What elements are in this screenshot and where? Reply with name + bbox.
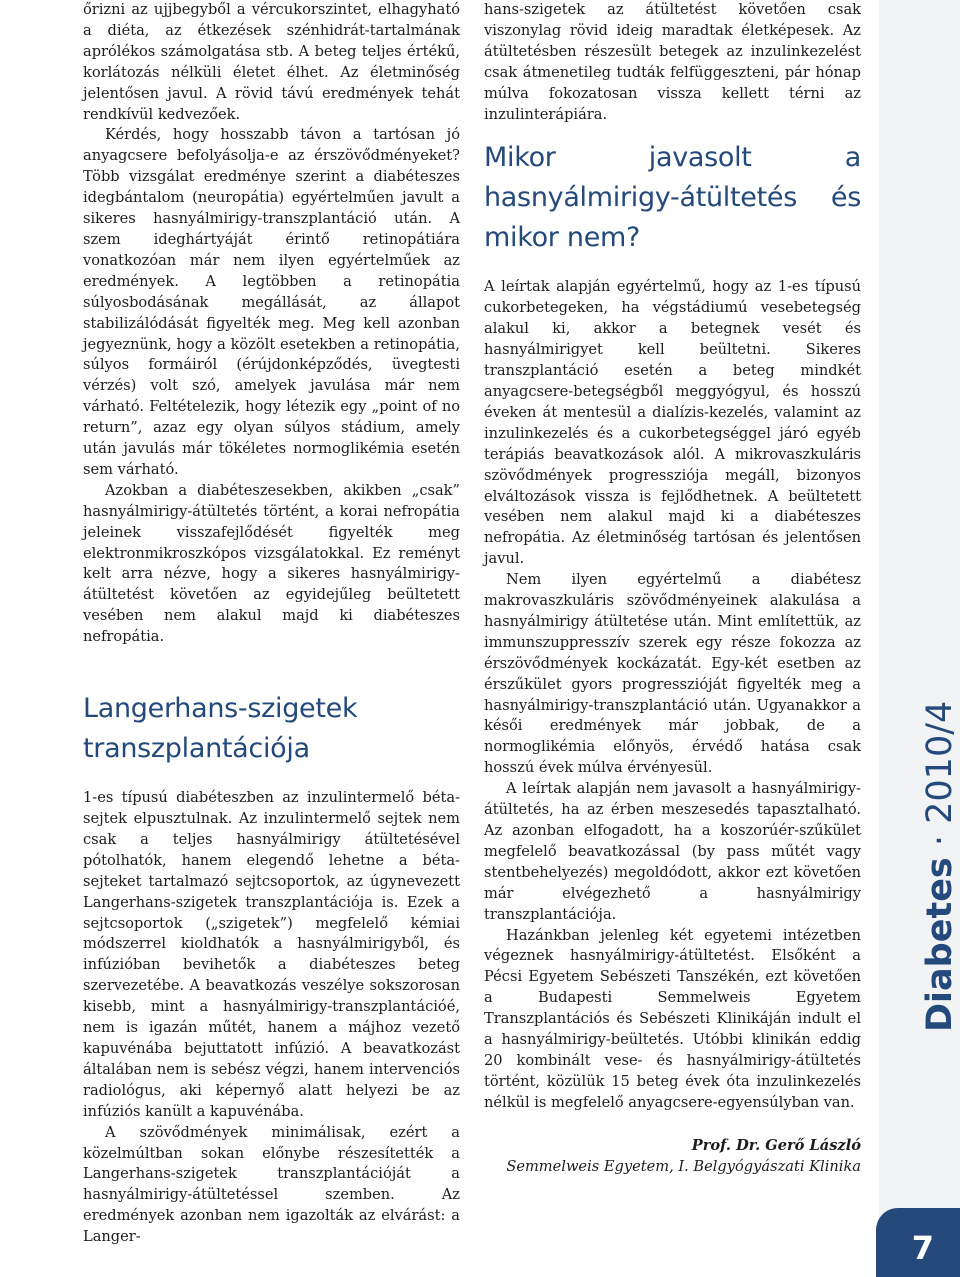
sidebar (879, 0, 960, 1277)
author-affiliation: Semmelweis Egyetem, I. Belgyógyászati Klinika (506, 1157, 861, 1175)
left-column (83, 0, 460, 1248)
journal-label (920, 701, 960, 1032)
indication-paragraph-1: A leírtak alapján egyértelmű, hogy az 1-es típusú cukorbetegeken, ha végstádiumú vesebetegség alakul ki, akkor a betegnek vesét és hasnyálmirigyet kell beültetni. Sikeres transzplantáció esetén a beteg mindkét anyagcsere-betegségből meggyógyul, és hosszú éveken át mentesül a dialízis-kezelés, valamint az inzulinkezelés és a cukorbetegséggel járó egyéb terápiás beavatkozások alól. A mikrovaszkuláris szövődmények progressziója megáll, bizonyos elváltozások vissza is fejlődhetnek. A beültetett vesében nem alakul majd ki a diabéteszes nefropátia. Az életminőség tartósan és jelentősen javul. (484, 278, 861, 568)
page-number: 7 (911, 1229, 934, 1267)
nephropathy-paragraph: Azokban a diabéteszesekben, akikben „csak” hasnyálmirigy-átültetés történt, a korai nefropátia jeleinek visszafejlődését figyelték meg elektronmikroszkópos vizsgálatokkal. Ez reményt kelt arra nézve, hogy a sikeres hasnyálmirigy-átültetést követően az egyidejűleg beültetett vesében nem alakul majd ki diabéteszes nefropátia. (83, 481, 460, 646)
islet-paragraph-1: 1-es típusú diabéteszben az inzulintermelő béta-sejtek elpusztulnak. Az inzulintermelő sejtek nem csak a teljes hasnyálmirigy átültetésével pótolhatók, hanem elegendő lehetne a béta-sejteket tartalmazó sejtcsoportok, az úgynevezett Langerhans-szigetek transzplantációja is. Ezek a sejtcsoportok („szigetek”) megfelelő kémiai módszerrel kioldhatók a hasnyálmirigyből, és infúzióban bevihetők a diabéteszes beteg szervezetébe. A beavatkozás veszélye sokszorosan kisebb, mint a hasnyálmirigy-transzplantációé, nem is igazán műtét, hanem a májhoz vezető kapuvénába bejuttatott infúzió. A beavatkozást általában nem is sebész végzi, hanem intervenciós radiológus, aki képernyő alatt helyezi be az infúziós kanült a kapuvénába. (83, 789, 460, 1120)
right-continuation-paragraph: hans-szigetek az átültetést követően csak viszonylag rövid ideig maradtak életképesek. Az átültetésben részesült betegek az inzulinkezelést csak átmenetileg tudták felfüggeszteni, pár hónap múlva fokozatosan vissza kellett térni az inzulinterápiára. (484, 1, 861, 123)
right-column (484, 0, 861, 1178)
journal-year: · 2010/4 (920, 700, 960, 858)
indication-paragraph-2: Nem ilyen egyértelmű a diabétesz makrovaszkuláris szövődményeinek alakulása a hasnyálmirigy átültetése után. Mint említettük, az immunszuppresszív szerek egy része fokozza az érszövődmények kockázatát. Egy-két esetben az érszűkület gyors progresszióját figyelték meg a hasnyálmirigy-transzplantáció után. Ugyanakkor a késői eredmények már jobbak, de a normoglikémia előnyös, érvédő hatása csak hosszú évek múlva érvényesül. (484, 571, 861, 777)
indication-paragraph-3: A leírtak alapján nem javasolt a hasnyálmirigy-átültetés, ha az érben meszesedés tapasztalható. Az azonban elfogadott, ha a koszorúér-szűkület megfelelő beavatkozással (by pass műtét vagy stentbehelyezés) megoldódott, akkor ezt követően már elvégezhető a hasnyálmirigy transzplantációja. (484, 780, 861, 923)
islet-paragraph-2: A szövődmények minimálisak, ezért a közelmúltban sokan előnybe részesítették a Langerhans-szigetek transzplantációját a hasnyálmirigy-átültetéssel szemben. Az eredmények azonban nem igazolták az elvárást: a Langer- (83, 1123, 460, 1246)
left-intro-paragraph: őrizni az ujjbegyből a vércukorszintet, elhagyható a diéta, az étkezések szénhidrát-tartalmának aprólékos számolgatása stb. A beteg teljes értékű, korlátozás nélküli életet élhet. Az életminőség jelentősen javul. A rövid távú eredmények tehát rendkívül kedvezőek. (83, 1, 460, 123)
indication-paragraph-4: Hazánkban jelenleg két egyetemi intézetben végeznek hasnyálmirigy-átültetést. Elsőként a Pécsi Egyetem Sebészeti Tanszékén, ezt követően a Budapesti Semmelweis Egyetem Transzplantációs és Sebészeti Klinikáján indult el a hasnyálmirigy-beültetés. Utóbbi klinikán eddig 20 kombinált vese- és hasnyálmirigy-átültetés történt, közülük 15 beteg évek óta inzulinkezelés nélkül is megfelelő anyagcsere-egyensúlyban van. (484, 926, 861, 1111)
neuropathy-paragraph: Kérdés, hogy hosszabb távon a tartósan jó anyagcsere befolyásolja-e az érszövődményeket? Több vizsgálat eredménye szerint a diabéteszes idegbántalom (neuropátia) egyértelműen javult a sikeres hasnyálmirigy-transzplantáció után. A szem ideghártyáját érintő retinopátiára vonatkozóan már nem ilyen egyértelműek az eredmények. A legtöbben a retinopátia súlyosbodásának megállását, az állapot stabilizálódását figyelték meg. Meg kell azonban jegyeznünk, hogy a közölt esetekben a retinopátia, súlyos formáiról (érújdonképződés, üvegtesti vérzés) volt szó, amelyek javulása már nem várható. Feltételezik, hogy létezik egy „point of no return”, azaz egy olyan súlyos stádium, amely után javulás már tökéletes normoglikémia esetén sem várható. (83, 126, 460, 478)
indication-heading: Mikor javasolt a hasnyálmirigy-átültetés és mikor nem? (484, 142, 861, 254)
islet-transplant-heading: Langerhans-szigetek transzplantációja (83, 693, 358, 765)
author-signature (484, 1136, 861, 1178)
journal-name: Diabetes (920, 857, 960, 1032)
author-name: Prof. Dr. Gerő László (691, 1136, 861, 1154)
page-number-badge (876, 1208, 960, 1277)
